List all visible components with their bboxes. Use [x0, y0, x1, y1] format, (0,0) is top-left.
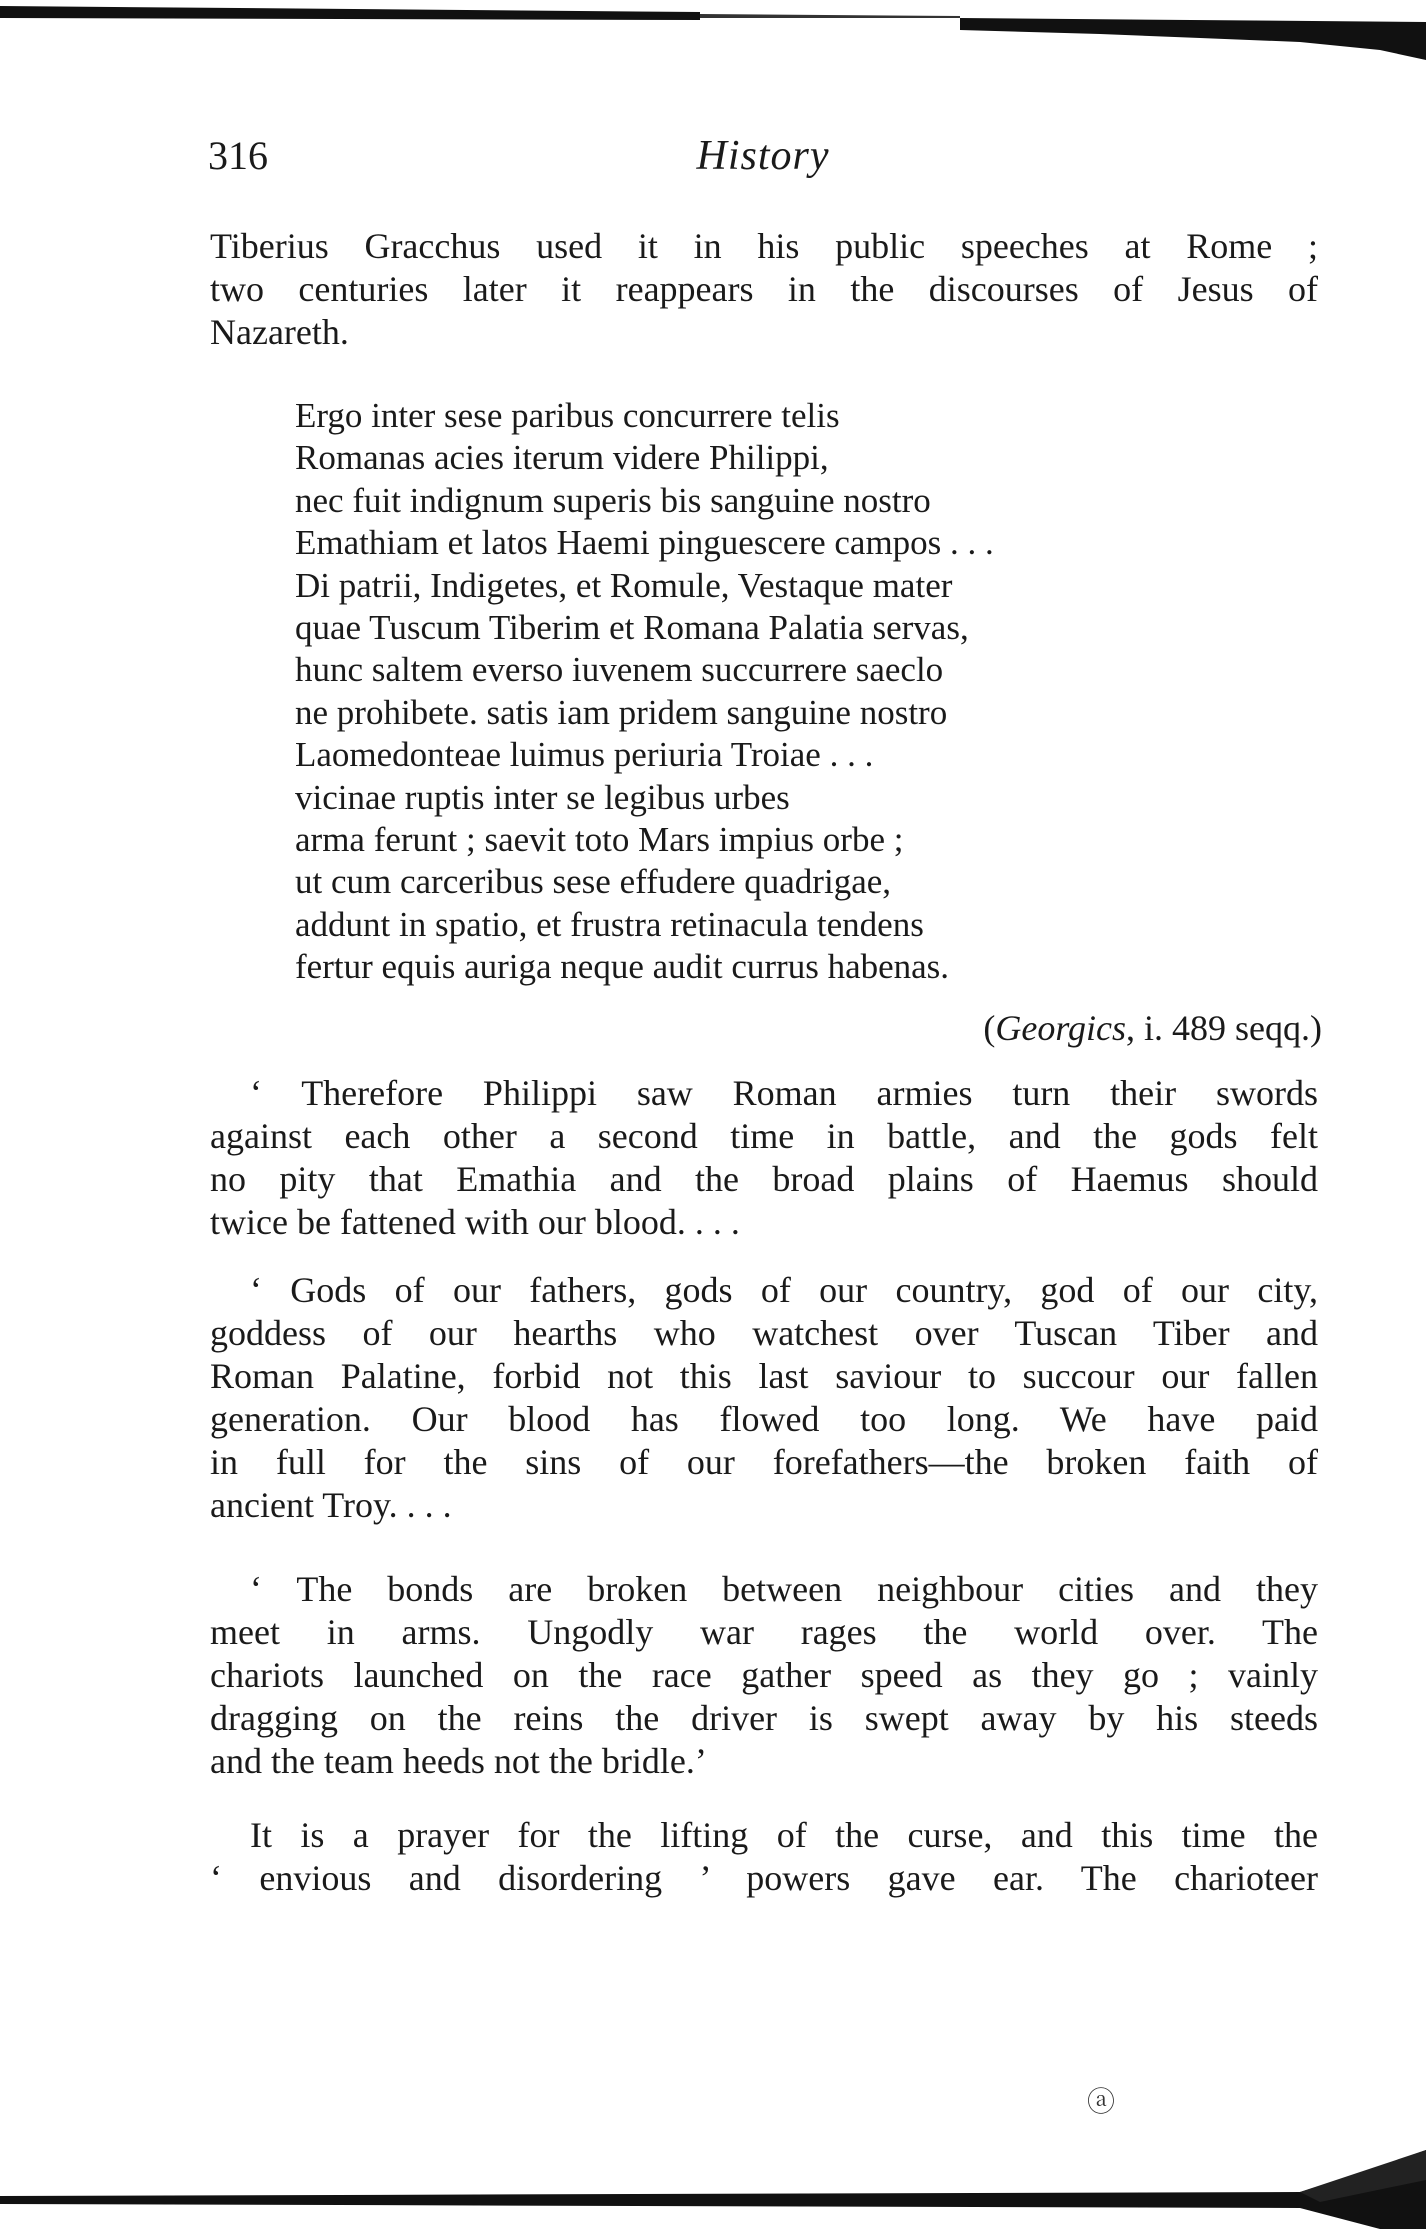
- verse-line: arma ferunt ; saevit toto Mars impius orbe ;: [295, 820, 904, 860]
- verse-line: fertur equis auriga neque audit currus habenas.: [295, 947, 950, 987]
- text-line: against each other a second time in battle, and the gods felt: [210, 1116, 1318, 1156]
- scan-edge-bottom: [0, 2130, 1426, 2229]
- translation-paragraph-1: [210, 1072, 1318, 1244]
- verse-line: vicinae ruptis inter se legibus urbes: [295, 777, 790, 817]
- verse-line: hunc saltem everso iuvenem succurrere saeclo: [295, 650, 944, 690]
- text-line: ancient Troy. . . .: [210, 1485, 452, 1525]
- text-line: ‘ Therefore Philippi saw Roman armies turn their swords: [250, 1073, 1318, 1113]
- verse-line: ut cum carceribus sese effudere quadrigae,: [295, 862, 892, 902]
- text-line: two centuries later it reappears in the discourses of Jesus of: [210, 269, 1318, 309]
- verse-line: Laomedonteae luimus periuria Troiae . . .: [295, 735, 874, 775]
- citation-work: Georgics: [995, 1008, 1127, 1048]
- verse-line: quae Tuscum Tiberim et Romana Palatia servas,: [295, 608, 969, 648]
- verse-line: Romanas acies iterum videre Philippi,: [295, 438, 829, 478]
- text-line: Tiberius Gracchus used it in his public speeches at Rome ;: [210, 226, 1318, 266]
- scan-edge-top: [0, 0, 1426, 60]
- translation-paragraph-3: [210, 1568, 1318, 1783]
- verse-line: Di patrii, Indigetes, et Romule, Vestaque mater: [295, 565, 953, 605]
- text-line: ‘ The bonds are broken between neighbour cities and they: [250, 1569, 1318, 1609]
- text-line: dragging on the reins the driver is swept away by his steeds: [210, 1698, 1318, 1738]
- page-number: 316: [208, 133, 268, 178]
- text-line: ‘ envious and disordering ’ powers gave ear. The charioteer: [210, 1858, 1318, 1898]
- page-header: [208, 132, 1318, 192]
- translation-paragraph-2: [210, 1269, 1318, 1527]
- citation-open: (: [983, 1008, 996, 1048]
- text-line: Nazareth.: [210, 312, 349, 352]
- text-line: no pity that Emathia and the broad plains of Haemus should: [210, 1159, 1318, 1199]
- text-line: Roman Palatine, forbid not this last saviour to succour our fallen: [210, 1356, 1318, 1396]
- footer-mark: ⓐ: [1087, 2085, 1116, 2118]
- text-line: twice be fattened with our blood. . . .: [210, 1202, 740, 1242]
- text-line: meet in arms. Ungodly war rages the world over. The: [210, 1612, 1318, 1652]
- closing-paragraph: [210, 1814, 1318, 1900]
- text-line: and the team heeds not the bridle.’: [210, 1741, 707, 1781]
- citation-ref: , i. 489 seqq.): [1126, 1008, 1322, 1048]
- running-title: History: [696, 133, 830, 179]
- text-line: goddess of our hearths who watchest over Tuscan Tiber and: [210, 1313, 1318, 1353]
- latin-verse: [295, 395, 994, 989]
- verse-line: Emathiam et latos Haemi pinguescere campos . . .: [295, 523, 994, 563]
- intro-paragraph: [210, 225, 1318, 354]
- text-line: chariots launched on the race gather speed as they go ; vainly: [210, 1655, 1318, 1695]
- verse-line: nec fuit indignum superis bis sanguine nostro: [295, 480, 931, 520]
- text-line: in full for the sins of our forefathers—the broken faith of: [210, 1442, 1318, 1482]
- verse-citation: [983, 1007, 1322, 1049]
- verse-line: addunt in spatio, et frustra retinacula tendens: [295, 904, 924, 944]
- verse-line: ne prohibete. satis iam pridem sanguine nostro: [295, 692, 948, 732]
- text-line: It is a prayer for the lifting of the curse, and this time the: [250, 1815, 1318, 1855]
- text-line: ‘ Gods of our fathers, gods of our country, god of our city,: [250, 1270, 1318, 1310]
- verse-line: Ergo inter sese paribus concurrere telis: [295, 396, 840, 435]
- text-line: generation. Our blood has flowed too long. We have paid: [210, 1399, 1318, 1439]
